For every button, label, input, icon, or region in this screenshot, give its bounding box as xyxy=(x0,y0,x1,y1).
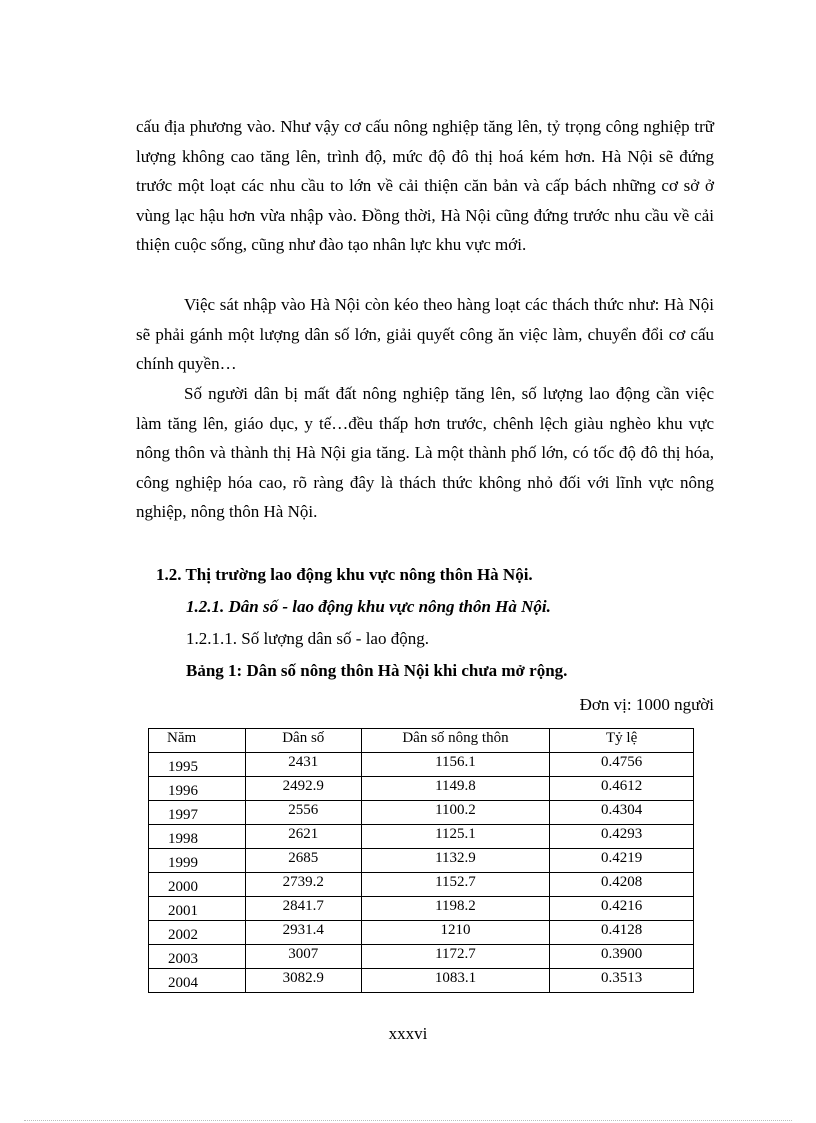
cell-population: 2621 xyxy=(245,825,361,849)
cell-year: 2002 xyxy=(149,921,246,945)
cell-ratio: 0.3513 xyxy=(550,969,694,993)
population-table xyxy=(148,728,694,993)
table-row xyxy=(149,777,694,801)
cell-year: 1995 xyxy=(149,753,246,777)
cell-year: 1997 xyxy=(149,801,246,825)
cell-ratio: 0.4304 xyxy=(550,801,694,825)
cell-population: 2841.7 xyxy=(245,897,361,921)
paragraph-merger-structure: cấu địa phương vào. Như vậy cơ cấu nông nghiệp tăng lên, tỷ trọng công nghiệp trữ lượng không cao tăng lên, trình độ, mức độ đô thị hoá kém hơn. Hà Nội sẽ đứng trước một loạt các nhu cầu to lớn về cải thiện căn bản và cấp bách những cơ sở ở vùng lạc hậu hơn vừa nhập vào. Đồng thời, Hà Nội cũng đứng trước nhu cầu về cải thiện cuộc sống, cũng như đào tạo nhân lực khu vực mới. xyxy=(136,117,714,255)
cell-ratio: 0.4756 xyxy=(550,753,694,777)
cell-rural-population: 1125.1 xyxy=(361,825,550,849)
cell-ratio: 0.3900 xyxy=(550,945,694,969)
table-row xyxy=(149,945,694,969)
cell-rural-population: 1172.7 xyxy=(361,945,550,969)
cell-rural-population: 1156.1 xyxy=(361,753,550,777)
cell-rural-population: 1210 xyxy=(361,921,550,945)
cell-population: 2431 xyxy=(245,753,361,777)
cell-rural-population: 1198.2 xyxy=(361,897,550,921)
table-unit: Đơn vị: 1000 người xyxy=(579,695,714,714)
cell-ratio: 0.4219 xyxy=(550,849,694,873)
cell-rural-population: 1132.9 xyxy=(361,849,550,873)
cell-year: 2004 xyxy=(149,969,246,993)
table-header-row xyxy=(149,729,694,753)
header-year: Năm xyxy=(149,729,246,753)
paragraph-rural-impact: Số người dân bị mất đất nông nghiệp tăng lên, số lượng lao động cần việc làm tăng lên, giáo dục, y tế…đều thấp hơn trước, chênh lệch giàu nghèo khu vực nông thôn và thành thị Hà Nội gia tăng. Là một thành phố lớn, có tốc độ đô thị hóa, công nghiệp hóa cao, rõ ràng đây là thách thức không nhỏ đối với lĩnh vực nông nghiệp, nông thôn Hà Nội. xyxy=(136,384,714,522)
cell-rural-population: 1100.2 xyxy=(361,801,550,825)
cell-year: 2000 xyxy=(149,873,246,897)
table-row xyxy=(149,921,694,945)
cell-year: 1998 xyxy=(149,825,246,849)
cell-year: 2001 xyxy=(149,897,246,921)
table-row xyxy=(149,849,694,873)
subsubsection-heading: 1.2.1.1. Số lượng dân số - lao động. xyxy=(186,629,429,648)
paragraph-merger-challenges: Việc sát nhập vào Hà Nội còn kéo theo hàng loạt các thách thức như: Hà Nội sẽ phải gánh một lượng dân số lớn, giải quyết công ăn việc làm, chuyển đổi cơ cấu chính quyền… xyxy=(136,295,714,374)
cell-population: 2739.2 xyxy=(245,873,361,897)
cell-year: 2003 xyxy=(149,945,246,969)
page-bottom-divider xyxy=(24,1120,792,1121)
header-ratio: Tỷ lệ xyxy=(550,729,694,753)
cell-year: 1996 xyxy=(149,777,246,801)
header-rural-population: Dân số nông thôn xyxy=(361,729,550,753)
table-row xyxy=(149,873,694,897)
cell-ratio: 0.4216 xyxy=(550,897,694,921)
cell-ratio: 0.4293 xyxy=(550,825,694,849)
page-number: xxxvi xyxy=(388,1024,428,1043)
cell-ratio: 0.4128 xyxy=(550,921,694,945)
cell-ratio: 0.4612 xyxy=(550,777,694,801)
cell-rural-population: 1149.8 xyxy=(361,777,550,801)
cell-population: 2556 xyxy=(245,801,361,825)
cell-ratio: 0.4208 xyxy=(550,873,694,897)
table-title: Bảng 1: Dân số nông thôn Hà Nội khi chưa mở rộng. xyxy=(186,661,568,680)
cell-population: 3082.9 xyxy=(245,969,361,993)
table-row xyxy=(149,825,694,849)
section-heading: 1.2. Thị trường lao động khu vực nông thôn Hà Nội. xyxy=(156,565,533,584)
cell-population: 3007 xyxy=(245,945,361,969)
table-row xyxy=(149,753,694,777)
table-row xyxy=(149,969,694,993)
cell-population: 2685 xyxy=(245,849,361,873)
table-row xyxy=(149,801,694,825)
table-row xyxy=(149,897,694,921)
cell-rural-population: 1152.7 xyxy=(361,873,550,897)
subsection-heading: 1.2.1. Dân số - lao động khu vực nông thôn Hà Nội. xyxy=(186,597,551,616)
cell-year: 1999 xyxy=(149,849,246,873)
cell-rural-population: 1083.1 xyxy=(361,969,550,993)
header-population: Dân số xyxy=(245,729,361,753)
cell-population: 2931.4 xyxy=(245,921,361,945)
cell-population: 2492.9 xyxy=(245,777,361,801)
